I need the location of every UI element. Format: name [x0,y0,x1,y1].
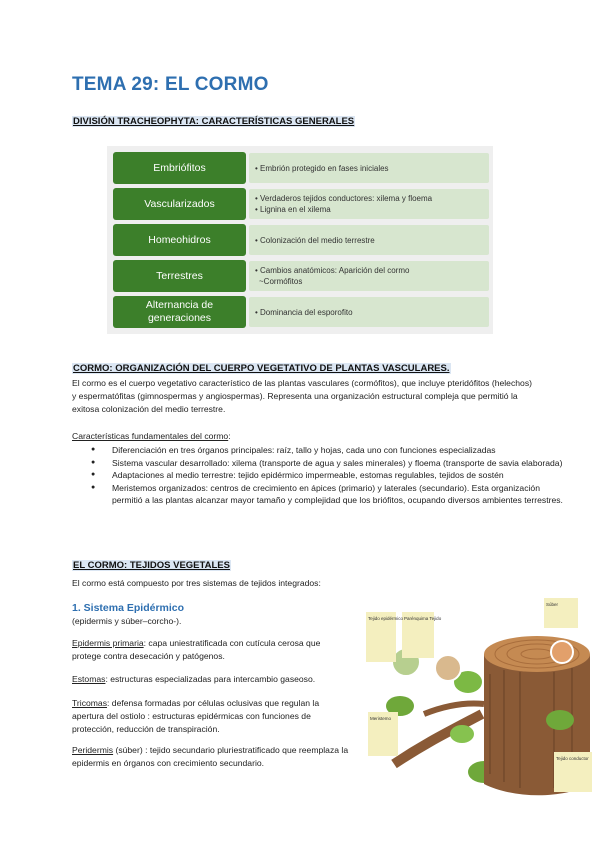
features-list [72,444,572,507]
tissue-item: Peridermis (súber) : tejido secundario pluriestratificado que reemplaza la epidermis en órganos con crecimiento secundario. [72,745,349,768]
row-label: Homeohidros [113,224,246,256]
row-label: Terrestres [113,260,246,292]
table-row [113,260,487,292]
section-heading-cormo: CORMO: ORGANIZACIÓN DEL CUERPO VEGETATIVO DE PLANTAS VASCULARES. [73,363,450,374]
table-row [113,188,487,220]
list-item: ● Diferenciación en tres órganos principales: raíz, tallo y hojas, cada uno con funciones especializadas [112,444,572,457]
tissue-item: Tricomas: defensa formadas por células oclusivas que regulan la apertura del ostiolo : estructuras epidérmicas con funciones de protección, reducción de transpiración. [72,698,320,734]
list-item: ● Meristemos organizados: centros de crecimiento en ápices (primario) y laterales (secundario). Esta organización permitió a las plantas alcanzar mayor tamaño y complejidad que los briófitos, ocupando diversos ambientes terrestres. [112,482,572,507]
table-row [113,224,487,256]
characteristics-table [107,146,493,334]
tissue-item: Epidermis primaria: capa uniestratificada con cutícula cerosa que protege contra desecación y patógenos. [72,638,321,661]
section-heading-tracheophyta: DIVISIÓN TRACHEOPHYTA: CARACTERÍSTICAS GENERALES [73,116,355,127]
section-heading-tejidos: EL CORMO: TEJIDOS VEGETALES [73,560,230,571]
tissue-item: Estomas: estructuras especializadas para intercambio gaseoso. [72,674,316,684]
tree-trunk-illustration [364,594,600,804]
svg-text:Meristemo: Meristemo [370,716,392,721]
page-title: TEMA 29: EL CORMO [72,74,269,95]
leaf-icon [450,725,474,743]
svg-text:Tejido epidérmico: Tejido epidérmico [368,616,404,621]
row-label: Vascularizados [113,188,246,220]
row-description: • Dominancia del esporofito [249,297,489,327]
leaf-icon [546,710,574,730]
row-description: • Colonización del medio terrestre [249,225,489,255]
cormo-intro: El cormo es el cuerpo vegetativo característico de las plantas vasculares (cormófitos), que incluye pteridófitos (helechos) y espermatófitas (gimnospermas y angiospermas). Representa una organización estructural compleja que permitió la exitosa colonización del medio terrestre. [72,378,532,414]
svg-text:Súber: Súber [546,602,559,607]
row-label: Alternancia de generaciones [113,296,246,328]
table-row [113,296,487,328]
row-description: • Verdaderos tejidos conductores: xilema y floema • Lignina en el xilema [249,189,489,219]
list-item: ● Sistema vascular desarrollado: xilema (transporte de agua y sales minerales) y floema (transporte de savia elaborada) [112,457,572,470]
subsection-note: (epidermis y súber–corcho-). [72,616,182,626]
svg-text:Tejido conductor: Tejido conductor [556,756,589,761]
row-description: • Embrión protegido en fases iniciales [249,153,489,183]
subsection-heading: 1. Sistema Epidérmico [72,602,185,614]
table-row [113,152,487,184]
list-item: ● Adaptaciones al medio terrestre: tejido epidérmico impermeable, estomas regulables, tejidos de sostén [112,469,572,482]
tejidos-intro: El cormo está compuesto por tres sistemas de tejidos integrados: [72,578,321,588]
features-label: Características fundamentales del cormo: [72,431,231,441]
row-label: Embriófitos [113,152,246,184]
row-description: • Cambios anatómicos: Aparición del cormo ~Cormófitos [249,261,489,291]
svg-text:Parénquima Tejido: Parénquima Tejido [404,616,442,621]
